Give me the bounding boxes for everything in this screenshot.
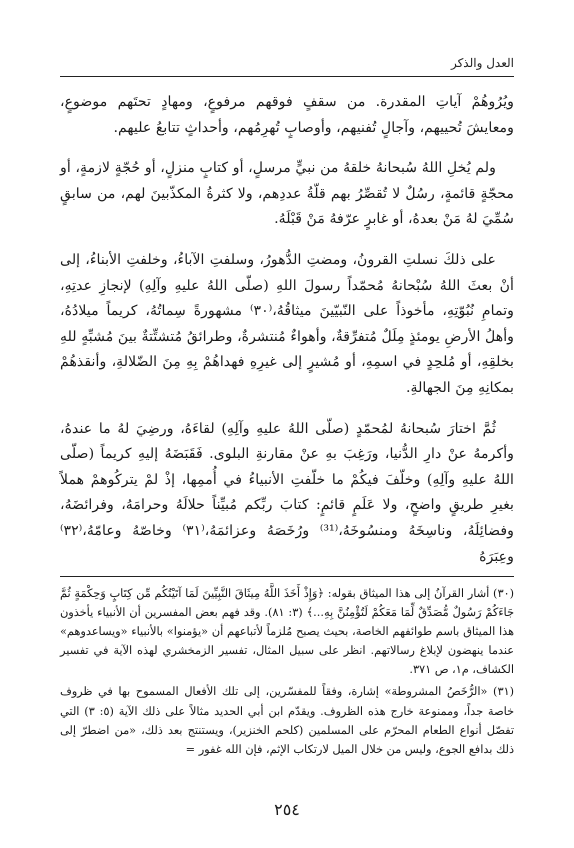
paragraph-4: ثُمَّ اختارَ سُبحانهُ لمُحمّدٍ (صلّى اللهُ عليهِ وآلِهِ) لقاءَهُ، ورضِيَ لهُ ما عندهُ، وأكرمهُ عنْ دارِ الدُّنيا، ورَغِبَ بهِ عنْ مقارنةِ البلوى. فَقَبَضَهُ إليهِ كريماً (صلّى اللهُ عليهِ وآلِهِ) وخلّفَ فيكُمْ ما خلّفتِ الأنبياءُ في أُممِها، إذْ لمْ يتركُوهمْ هملاً بغيرِ طريقٍ واضحٍ، ولا عَلَمٍ قائمٍ: كتابَ ربِّكم مُبيِّناً حلالَهُ وحرامَهُ، وفرائضَهُ، وفضائِلَهُ، وناسِخَهُ ومنسُوخَهُ،⁽³¹⁾ ورُخَصَهُ وعزائمَهُ،⁽٣١⁾ وخاصّهُ وعامّهُ،⁽٣٢⁾ وعِبَرَهُ [60, 420, 515, 565]
page-number: ٢٥٤ [274, 800, 300, 819]
main-text [60, 90, 514, 585]
footnotes [60, 584, 514, 762]
footnote-rule [60, 576, 514, 577]
running-header: العدل والذكر [450, 56, 514, 70]
header-rule [60, 76, 514, 77]
footnote-30: (٣٠) أشار القرآنُ إلى هذا الميثاق بقوله: ﴿وَإِذْ أَخَذَ اللَّهُ مِيثَاقَ النَّبِيِّينَ لَمَا آتَيْتُكُم مِّن كِتَابٍ وَحِكْمَةٍ ثُمَّ جَاءَكُمْ رَسُولٌ مُّصَدِّقٌ لِّمَا مَعَكُمْ لَتُؤْمِنُنَّ بِهِ...﴾ (٣: ٨١). وقد فهم بعض المفسرين أن الأنبياء يأخذون هذا الميثاق باسم طوائفهم الخاصة، بحيث يصبح مُلزماً لأتباعهم أن «يؤمنوا» بالأنبياء «ويساعدوهم» عندما ينهضون لإبلاغ رسالاتهم. انظر على سبيل المثال، تفسير الزمخشري لهذه الآية في تفسير الكشاف، م١، ص ٣٧١. [60, 587, 514, 677]
footnote-31: (٣١) «الرُّخَصُ المشروطة» إشارة، وفقاً للمفسّرين، إلى تلك الأفعال المسموح بها في ظروف خاصة جداً، وممنوعة خارج هذه الظروف. ويقدّم ابن أبي الحديد مثالاً على ذلك الآية (٥: ٣) التي تفصّل أنواع الطعام المحرّم على المسلمين (كلحم الخنزير)، ويستنتج بعد ذلك، «من اضطرّ إلى ذلك بدافع الجوع، وليس من خلال الميل لارتكاب الإثم، فإن الله غفور = [60, 685, 515, 756]
paragraph-2: ولم يُخلِ اللهُ سُبحانهُ خلقهُ من نبيٍّ مرسلٍ، أو كتابٍ منزلٍ، أو حُجّةٍ لازمةٍ، أو محجّةٍ قائمةٍ، رسُلٌ لا تُقصِّرُ بهم قلّةُ عددِهم، ولا كثرةُ المكذّبينَ لهم، من سابقٍ سُمِّيَ لهُ مَنْ بعدهُ، أو غابرٍ عرّفهُ مَنْ قَبْلَهُ. [60, 160, 514, 228]
paragraph-1: ويُرُوهُمْ آياتِ المقدرة. من سقفٍ فوقهم مرفوعٍ، ومهادٍ تحتَهم موضوعٍ، ومعايشَ تُحييهم، وآجالٍ تُفنيهم، وأوصابٍ تُهرِمُهم، وأحداثٍ تتابعُ عليهم. [60, 94, 514, 136]
paragraph-3: على ذلكَ نسلتِ القرونُ، ومضتِ الدُّهورُ، وسلفتِ الآباءُ، وخلفتِ الأبناءُ، إلى أنْ بعثَ اللهُ سُبْحانهُ مُحمّداً رسولَ اللهِ (صلّى اللهُ عليهِ وآلِهِ) لإنجازِ عدتِهِ، وتمامِ نُبُوّتِهِ، مأخوذاً على النّبيّينَ ميثاقُهُ،⁽٣٠⁾ مشهورةً سِماتُهُ، كريماً ميلادُهُ، وأهلُ الأرضِ يومئذٍ مِلَلٌ مُتفرِّقةٌ، وأهواءٌ مُنتشرةٌ، وطرائقُ مُتشتِّتةٌ بينَ مُشبِّهٍ للهِ بخلقِهِ، أو مُلحِدٍ في اسمِهِ، أو مُشيرٍ إلى غيرِهِ فهداهُمْ بِهِ مِنَ الضّلالةِ، وأنقذهُمْ بمكانِهِ مِنَ الجهالةِ. [60, 251, 514, 396]
